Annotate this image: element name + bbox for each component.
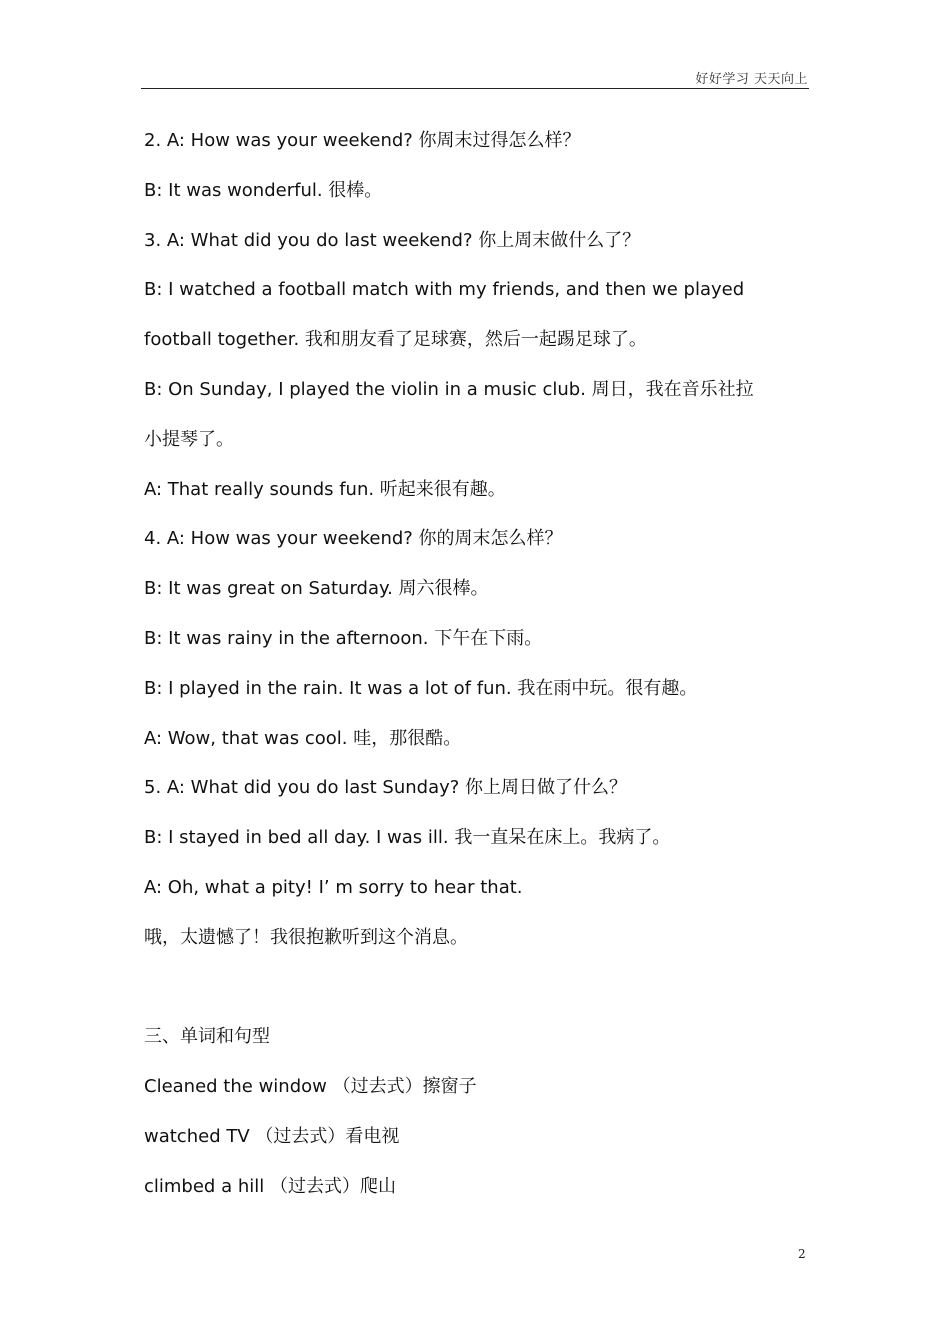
header-divider bbox=[141, 88, 809, 89]
dialogue-line: 2. A: How was your weekend? 你周末过得怎么样？ bbox=[144, 130, 581, 151]
blank-line bbox=[144, 963, 804, 1013]
dialogue-line: 3. A: What did you do last weekend? 你上周末做什么了？ bbox=[144, 229, 641, 251]
vocabulary-item: watched TV （过去式）看电视 bbox=[144, 1125, 400, 1147]
document-body bbox=[144, 116, 804, 1212]
dialogue-line: B: It was rainy in the afternoon. 下午在下雨。 bbox=[144, 627, 543, 649]
dialogue-line: football together. 我和朋友看了足球赛，然后一起踢足球了。 bbox=[144, 329, 647, 351]
dialogue-line: 5. A: What did you do last Sunday? 你上周日做了什么？ bbox=[144, 777, 628, 799]
dialogue-line: B: It was wonderful. 很棒。 bbox=[144, 179, 383, 201]
dialogue-line: B: On Sunday, I played the violin in a music club. 周日，我在音乐社拉 bbox=[144, 378, 754, 400]
dialogue-line: B: I watched a football match with my friends, and then we played bbox=[144, 279, 745, 301]
dialogue-line: B: I stayed in bed all day. I was ill. 我一直呆在床上。我病了。 bbox=[144, 827, 671, 849]
vocabulary-item: climbed a hill （过去式）爬山 bbox=[144, 1175, 396, 1197]
dialogue-line: 小提琴了。 bbox=[144, 428, 234, 450]
dialogue-line: 哦，太遗憾了！我很抱歉听到这个消息。 bbox=[144, 926, 468, 948]
dialogue-line: B: I played in the rain. It was a lot of fun. 我在雨中玩。很有趣。 bbox=[144, 677, 698, 699]
page-header-text: 好好学习 天天向上 bbox=[695, 72, 808, 87]
section-heading: 三、单词和句型 bbox=[144, 1026, 270, 1048]
dialogue-line: A: Oh, what a pity! I’ m sorry to hear that. bbox=[144, 876, 523, 898]
dialogue-line: A: Wow, that was cool. 哇，那很酷。 bbox=[144, 727, 462, 749]
dialogue-line: A: That really sounds fun. 听起来很有趣。 bbox=[144, 478, 506, 500]
dialogue-line: B: It was great on Saturday. 周六很棒。 bbox=[144, 578, 489, 600]
vocabulary-item: Cleaned the window （过去式）擦窗子 bbox=[144, 1076, 477, 1098]
dialogue-line: 4. A: How was your weekend? 你的周末怎么样？ bbox=[144, 528, 563, 550]
page-number: 2 bbox=[798, 1247, 806, 1261]
